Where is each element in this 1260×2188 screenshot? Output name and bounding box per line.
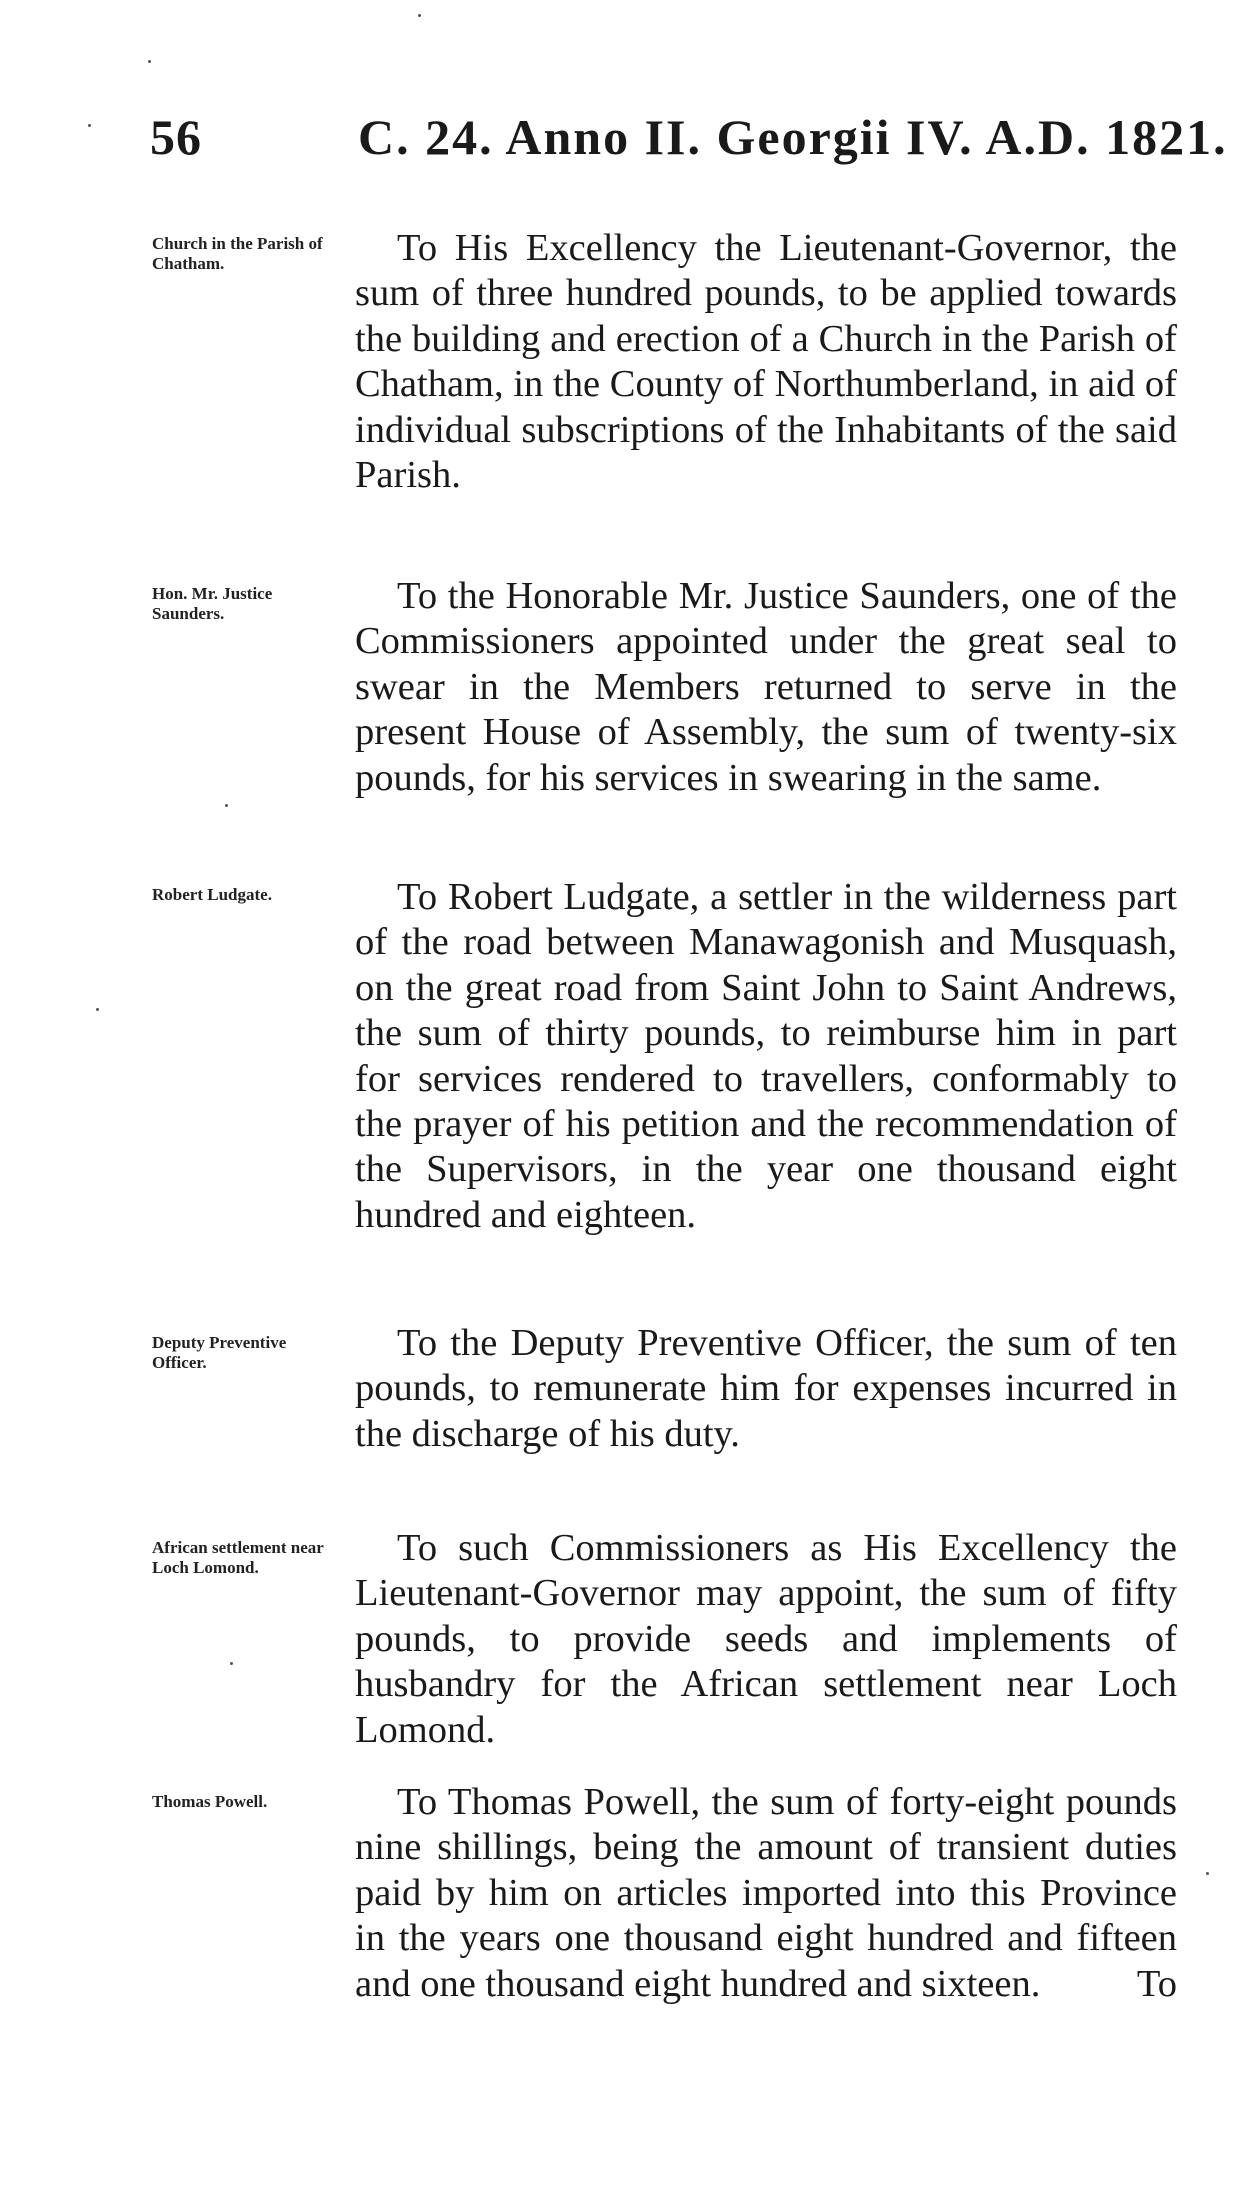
print-speck bbox=[418, 14, 421, 17]
entry-text bbox=[355, 1780, 1177, 2007]
margin-note: Church in the Parish of Chatham. bbox=[152, 234, 323, 273]
margin-note: Thomas Powell. bbox=[152, 1792, 268, 1811]
print-speck bbox=[148, 60, 151, 63]
margin-note: Hon. Mr. Justice Saunders. bbox=[152, 584, 273, 623]
print-speck bbox=[96, 1008, 99, 1011]
print-speck bbox=[225, 804, 228, 807]
margin-note: Deputy Preventive Officer. bbox=[152, 1333, 287, 1372]
print-speck bbox=[88, 124, 91, 127]
entry-text: To the Deputy Preventive Officer, the sum of ten pounds, to remunerate him for expenses incurred in the discharge of his duty. bbox=[355, 1322, 1177, 1455]
page-header bbox=[150, 108, 1228, 168]
print-speck bbox=[1206, 1872, 1209, 1875]
entry-text: To Robert Ludgate, a settler in the wilderness part of the road between Manawagonish and Musquash, on the great road from Saint John to Saint Andrews, the sum of thirty pounds, to reimburse him in part for services rendered to travellers, conformably to the prayer of his petition and the recommendation of the Supervisors, in the year one thousand eight hundred and eighteen. bbox=[355, 876, 1177, 1236]
entry-text: To such Commissioners as His Excellency the Lieutenant-Governor may appoint, the sum of fifty pounds, to provide seeds and implements of husbandry for the African settlement near Loch Lomond. bbox=[355, 1527, 1177, 1751]
entry-text-body: To Thomas Powell, the sum of forty-eight pounds nine shillings, being the amount of transient duties paid by him on articles imported into this Province in the years one thousand eight hundred and fifteen and one thousand eight hundred and sixteen. bbox=[355, 1781, 1177, 2005]
running-head: C. 24. Anno II. Georgii IV. A.D. 1821. bbox=[358, 109, 1228, 165]
catchword: To bbox=[1136, 1962, 1177, 2005]
entry-text: To His Excellency the Lieutenant-Governor, the sum of three hundred pounds, to be applied towards the building and erection of a Church in the Parish of Chatham, in the County of Northumberland, in aid of individual subscriptions of the Inhabitants of the said Parish. bbox=[355, 227, 1177, 497]
entry-text: To the Honorable Mr. Justice Saunders, one of the Commissioners appointed under the great seal to swear in the Members returned to serve in the present House of Assembly, the sum of twenty-six pounds, for his services in swearing in the same. bbox=[355, 575, 1177, 799]
margin-note: African settlement near Loch Lomond. bbox=[152, 1538, 324, 1577]
margin-note: Robert Ludgate. bbox=[152, 885, 272, 904]
page-number: 56 bbox=[150, 109, 202, 165]
print-speck bbox=[230, 1662, 233, 1665]
